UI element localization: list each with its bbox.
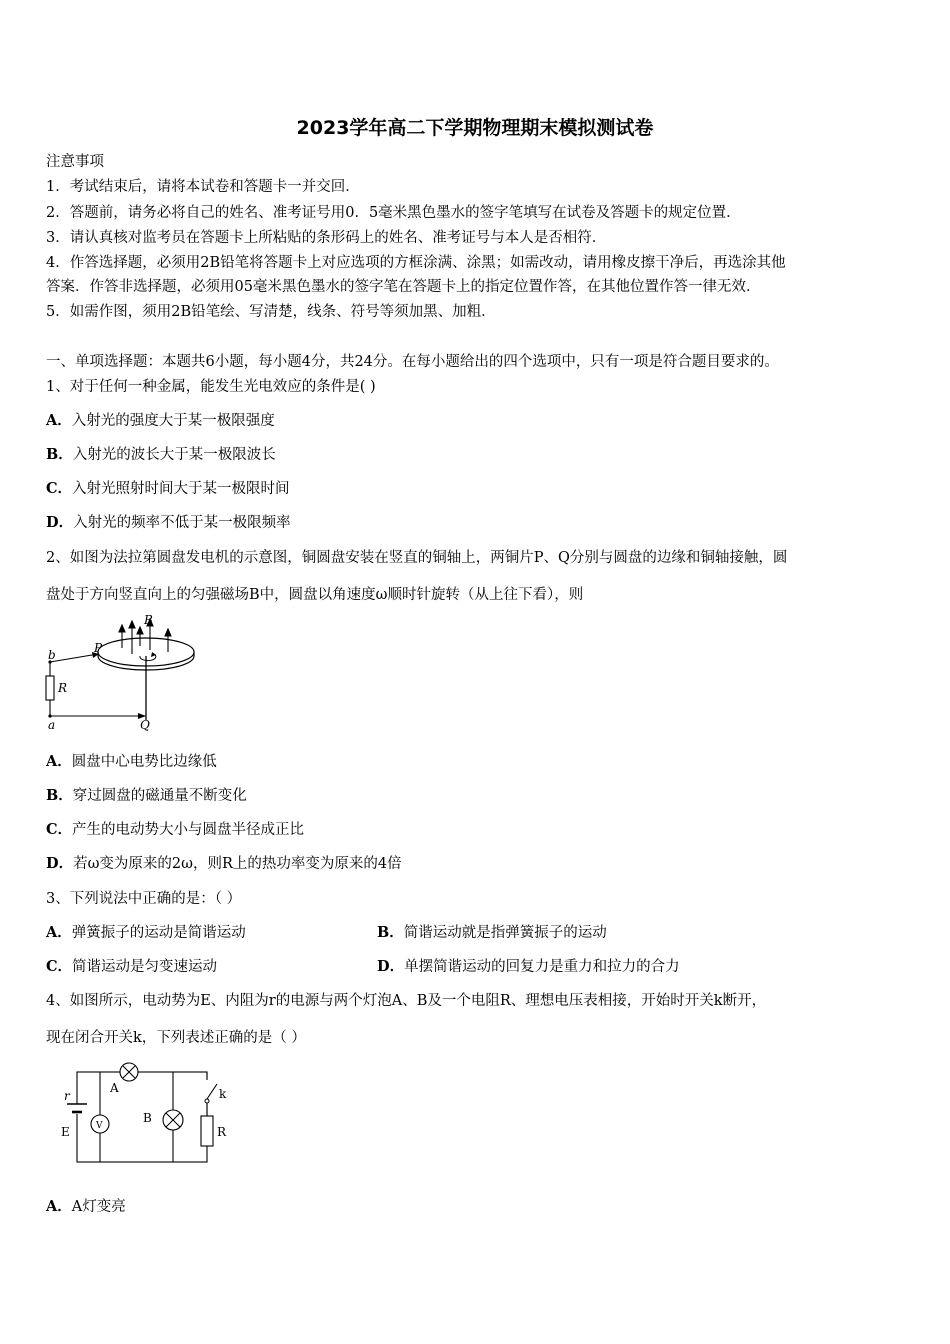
question-2-stem-line1: 2、如图为法拉第圆盘发电机的示意图，铜圆盘安装在竖直的铜轴上，两铜片P、Q分别与圆盘的边缘和铜轴接触，圆 xyxy=(46,550,788,566)
question-2-option-a: A．圆盘中心电势比边缘低 xyxy=(46,753,217,770)
label-p: P xyxy=(94,641,103,655)
question-3-option-b: B．简谐运动就是指弹簧振子的运动 xyxy=(377,924,607,941)
page-title: 2023学年高二下学期物理期末模拟测试卷 xyxy=(296,117,654,139)
label-a: A xyxy=(110,1081,119,1095)
question-1-option-d: D．入射光的频率不低于某一极限频率 xyxy=(46,514,291,531)
question-4-stem-line2: 现在闭合开关k，下列表述正确的是（ ） xyxy=(46,1030,306,1046)
question-1-stem: 1、对于任何一种金属，能发生光电效应的条件是( ) xyxy=(46,379,376,395)
label-q: Q xyxy=(140,718,150,732)
label-k: k xyxy=(219,1087,227,1101)
question-4-stem-line1: 4、如图所示，电动势为E、内阻为r的电源与两个灯泡A、B及一个电阻R、理想电压表相接，开始时开关k断开， xyxy=(46,993,767,1009)
switch-k-icon xyxy=(205,1099,209,1103)
label-b: B xyxy=(143,1111,152,1125)
notice-heading: 注意事项 xyxy=(46,154,104,170)
question-1-option-c: C．入射光照射时间大于某一极限时间 xyxy=(46,480,290,497)
question-2-option-c: C．产生的电动势大小与圆盘半径成正比 xyxy=(46,821,305,838)
notice-item: 1．考试结束后，请将本试卷和答题卡一并交回． xyxy=(46,179,360,195)
question-3-option-c: C．简谐运动是匀变速运动 xyxy=(46,958,218,975)
notice-item: 5．如需作图，须用2B铅笔绘、写清楚，线条、符号等须加黑、加粗． xyxy=(46,304,496,320)
label-e: E xyxy=(61,1125,70,1139)
question-3-stem: 3、下列说法中正确的是：（ ） xyxy=(46,891,242,907)
label-b-field: B xyxy=(144,613,153,627)
notice-item: 3．请认真核对监考员在答题卡上所粘贴的条形码上的姓名、准考证号与本人是否相符． xyxy=(46,230,607,246)
question-1-option-b: B．入射光的波长大于某一极限波长 xyxy=(46,446,276,463)
question-2-option-d: D．若ω变为原来的2ω，则R上的热功率变为原来的4倍 xyxy=(46,855,402,872)
question-2-stem-line2: 盘处于方向竖直向上的匀强磁场B中，圆盘以角速度ω顺时针旋转（从上往下看），则 xyxy=(46,587,584,603)
question-3-option-d: D．单摆简谐运动的回复力是重力和拉力的合力 xyxy=(377,958,680,975)
resistor-r-icon xyxy=(201,1116,213,1146)
question-2-option-b: B．穿过圆盘的磁通量不断变化 xyxy=(46,787,247,804)
faraday-disk-figure xyxy=(40,612,210,732)
notice-item: 4．作答选择题，必须用2B铅笔将答题卡上对应选项的方框涂满、涂黑；如需改动，请用橡皮擦干净后，再选涂其他 xyxy=(46,255,786,271)
label-v: V xyxy=(96,1121,103,1131)
circuit-figure xyxy=(55,1058,245,1168)
label-r: R xyxy=(58,681,68,695)
section-heading: 一、单项选择题：本题共6小题，每小题4分，共24分。在每小题给出的四个选项中，只有一项是符合题目要求的。 xyxy=(46,354,779,370)
question-4-option-a: A．A灯变亮 xyxy=(46,1198,126,1215)
resistor-r xyxy=(46,676,54,700)
notice-item: 答案．作答非选择题，必须用05毫米黑色墨水的签字笔在答题卡上的指定位置作答，在其他位置作答一律无效． xyxy=(46,279,761,295)
notice-item: 2．答题前，请务必将自己的姓名、准考证号用0．5毫米黑色墨水的签字笔填写在试卷及答题卡的规定位置． xyxy=(46,205,741,221)
label-r-internal: r xyxy=(64,1089,70,1103)
label-b: b xyxy=(48,648,56,662)
label-r: R xyxy=(217,1125,227,1139)
question-3-option-a: A．弹簧振子的运动是简谐运动 xyxy=(46,924,246,941)
question-1-option-a: A．入射光的强度大于某一极限强度 xyxy=(46,412,275,429)
label-a: a xyxy=(48,718,56,732)
